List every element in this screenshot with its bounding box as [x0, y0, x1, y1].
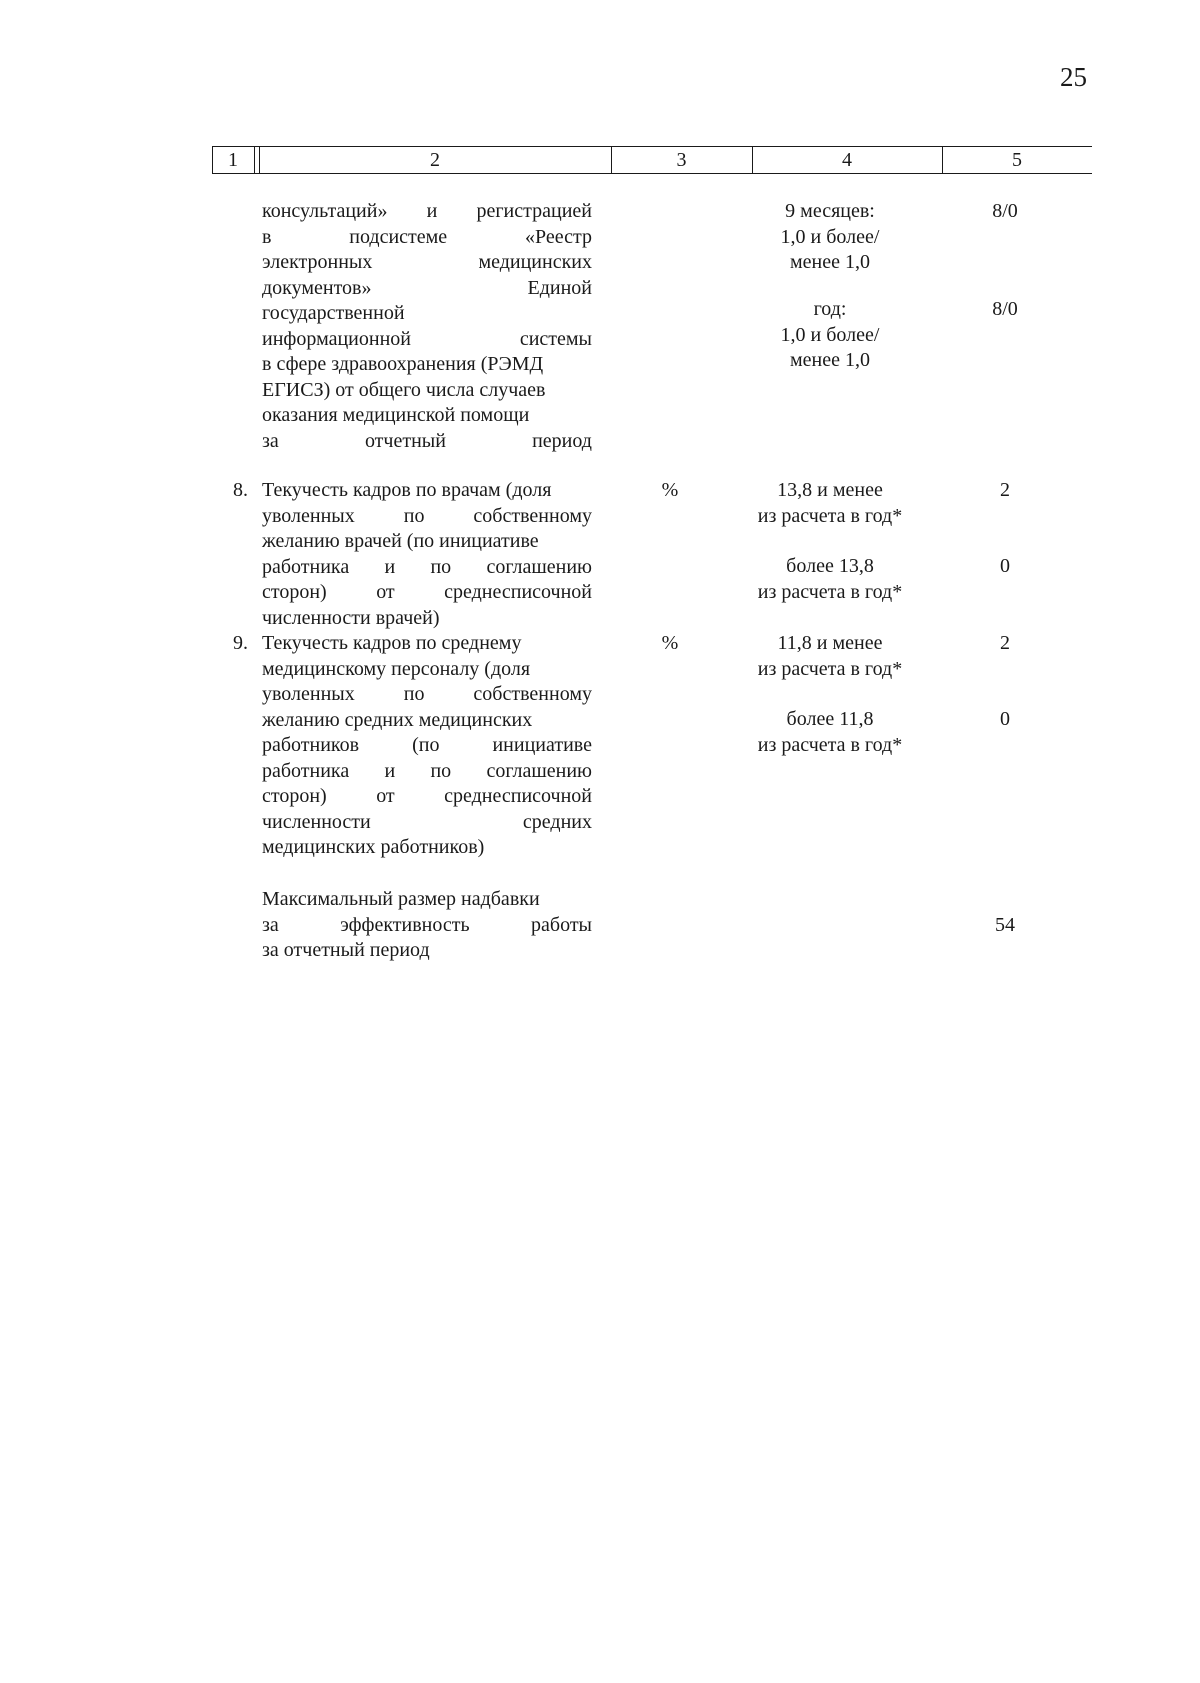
- row-score: 2: [1000, 479, 1010, 501]
- row-score: 8/0: [992, 298, 1018, 320]
- row-unit: %: [661, 479, 679, 501]
- row-criterion: 11,8 и менее из расчета в год*: [757, 632, 903, 680]
- header-col-4: 4: [842, 149, 852, 171]
- row-criterion: 13,8 и менее из расчета в год*: [757, 479, 903, 527]
- row-criterion: более 13,8 из расчета в год*: [757, 555, 903, 603]
- header-col-5: 5: [1012, 149, 1022, 171]
- row-score: 0: [1000, 555, 1010, 577]
- row-description: Текучесть кадров по врачам (доля уволенных по собственному желанию врачей (по инициативе работника и по соглашению сторон) от среднесписочной численности врачей): [262, 479, 592, 629]
- header-col-3: 3: [676, 149, 687, 171]
- row-score: 8/0: [992, 200, 1018, 222]
- row-number: 9.: [233, 632, 248, 654]
- page-number: 25: [1060, 62, 1087, 92]
- row-criterion: год: 1,0 и более/ менее 1,0: [780, 298, 880, 371]
- row-description: Текучесть кадров по среднему медицинскому персоналу (доля уволенных по собственному желанию средних медицинских работников (по инициативе работника и по соглашению сторон) от среднесписочной численности средних медицинских работников): [262, 632, 592, 858]
- row-score: 54: [995, 913, 1015, 936]
- row-score: 0: [1000, 708, 1010, 730]
- row-score: 2: [1000, 632, 1010, 654]
- row-criterion: более 11,8 из расчета в год*: [757, 708, 903, 756]
- row-criterion: 9 месяцев: 1,0 и более/ менее 1,0: [780, 200, 880, 273]
- header-col-1: 1: [228, 149, 238, 171]
- row-description: Максимальный размер надбавки за эффективность работы за отчетный период: [262, 888, 592, 961]
- header-col-2: 2: [430, 149, 440, 171]
- row-description: консультаций» и регистрацией в подсистеме «Реестр электронных медицинских документов» Единой государственной информационной системы в сфере здравоохранения (РЭМД ЕГИСЗ) от общего числа случаев оказания медицинской помощи за отчетный период: [262, 200, 592, 452]
- row-number: 8.: [233, 479, 248, 501]
- table-header: [212, 146, 1092, 174]
- row-unit: %: [661, 632, 679, 654]
